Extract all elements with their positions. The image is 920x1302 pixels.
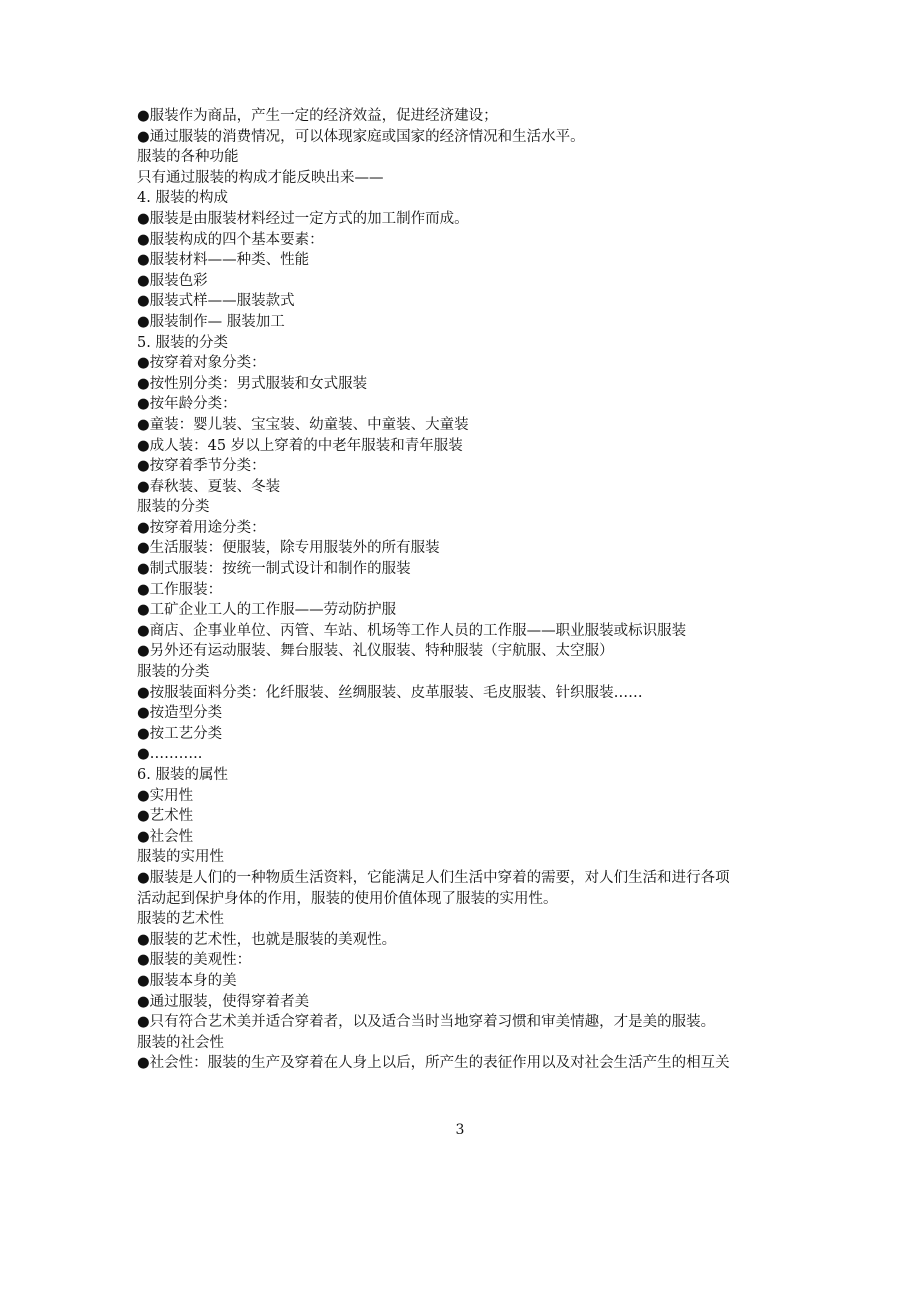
text-line: ●通过服装，使得穿着者美 (137, 993, 310, 1010)
text-line: ●按性别分类：男式服装和女式服装 (137, 375, 368, 392)
text-line: ●服装构成的四个基本要素： (137, 231, 324, 248)
text-line: ●服装本身的美 (137, 972, 237, 989)
text-line: ●服装是人们的一种物质生活资料，它能满足人们生活中穿着的需要，对人们生活和进行各项 (137, 869, 730, 886)
text-line: ●按穿着对象分类： (137, 355, 266, 372)
text-line: ●服装的美观性： (137, 952, 252, 969)
text-line: ●工作服装： (137, 581, 223, 598)
page-number: 3 (455, 1122, 465, 1138)
section-heading: 5. 服装的分类 (137, 334, 228, 351)
section-heading: 4. 服装的构成 (137, 190, 228, 207)
section-heading: 服装的实用性 (137, 849, 224, 866)
text-line: ●服装材料——种类、性能 (137, 252, 310, 269)
text-line: ●服装式样——服装款式 (137, 293, 295, 310)
section-heading: 服装的各种功能 (137, 149, 239, 166)
text-line: ●服装的艺术性，也就是服装的美观性。 (137, 931, 397, 948)
text-line: ●服装是由服装材料经过一定方式的加工制作而成。 (137, 210, 469, 227)
text-line: ●只有符合艺术美并适合穿着者，以及适合当时当地穿着习惯和审美情趣，才是美的服装。 (137, 1014, 716, 1031)
text-line: ●社会性：服装的生产及穿着在人身上以后，所产生的表征作用以及对社会生活产生的相互关 (137, 1055, 730, 1072)
section-heading: 服装的分类 (137, 664, 210, 681)
section-heading: 服装的艺术性 (137, 911, 224, 928)
text-line: ●按造型分类 (137, 705, 223, 722)
text-line: ●服装色彩 (137, 272, 208, 289)
text-line: ●工矿企业工人的工作服——劳动防护服 (137, 602, 397, 619)
text-line: 只有通过服装的构成才能反映出来—— (137, 169, 384, 186)
text-line: ●服装作为商品，产生一定的经济效益，促进经济建设； (137, 108, 498, 124)
text-line: ●另外还有运动服装、舞台服装、礼仪服装、特种服装（宇航服、太空服） (137, 643, 614, 660)
text-line: ●艺术性 (137, 808, 194, 825)
text-line: ●生活服装：便服装，除专用服装外的所有服装 (137, 540, 440, 557)
text-line: ●服装制作— 服装加工 (137, 313, 285, 330)
text-line: ●制式服装：按统一制式设计和制作的服装 (137, 561, 411, 578)
text-line: ●……….. (137, 746, 203, 763)
text-line: ●按穿着季节分类： (137, 458, 266, 475)
text-line: ●按年龄分类： (137, 396, 237, 413)
text-line: ●通过服装的消费情况，可以体现家庭或国家的经济情况和生活水平。 (137, 128, 585, 145)
text-line: ●春秋装、夏装、冬装 (137, 478, 281, 495)
section-heading: 6. 服装的属性 (137, 767, 228, 783)
section-heading: 服装的分类 (137, 499, 210, 516)
text-line: ●按穿着用途分类： (137, 519, 266, 536)
text-line: ●童装：婴儿装、宝宝装、幼童装、中童装、大童装 (137, 416, 469, 433)
text-line: ●成人装：45 岁以上穿着的中老年服装和青年服装 (137, 437, 463, 454)
text-line: ●按服装面料分类：化纤服装、丝绸服装、皮革服装、毛皮服装、针织服装…… (137, 684, 643, 701)
document-body (137, 106, 793, 1074)
text-line: ●实用性 (137, 787, 194, 804)
text-line: ●商店、企事业单位、丙管、车站、机场等工作人员的工作服——职业服装或标识服装 (137, 622, 687, 639)
text-line: ●社会性 (137, 828, 194, 845)
text-line: ●按工艺分类 (137, 725, 223, 742)
text-line: 活动起到保护身体的作用，服装的使用价值体现了服装的实用性。 (137, 890, 558, 907)
section-heading: 服装的社会性 (137, 1034, 224, 1051)
